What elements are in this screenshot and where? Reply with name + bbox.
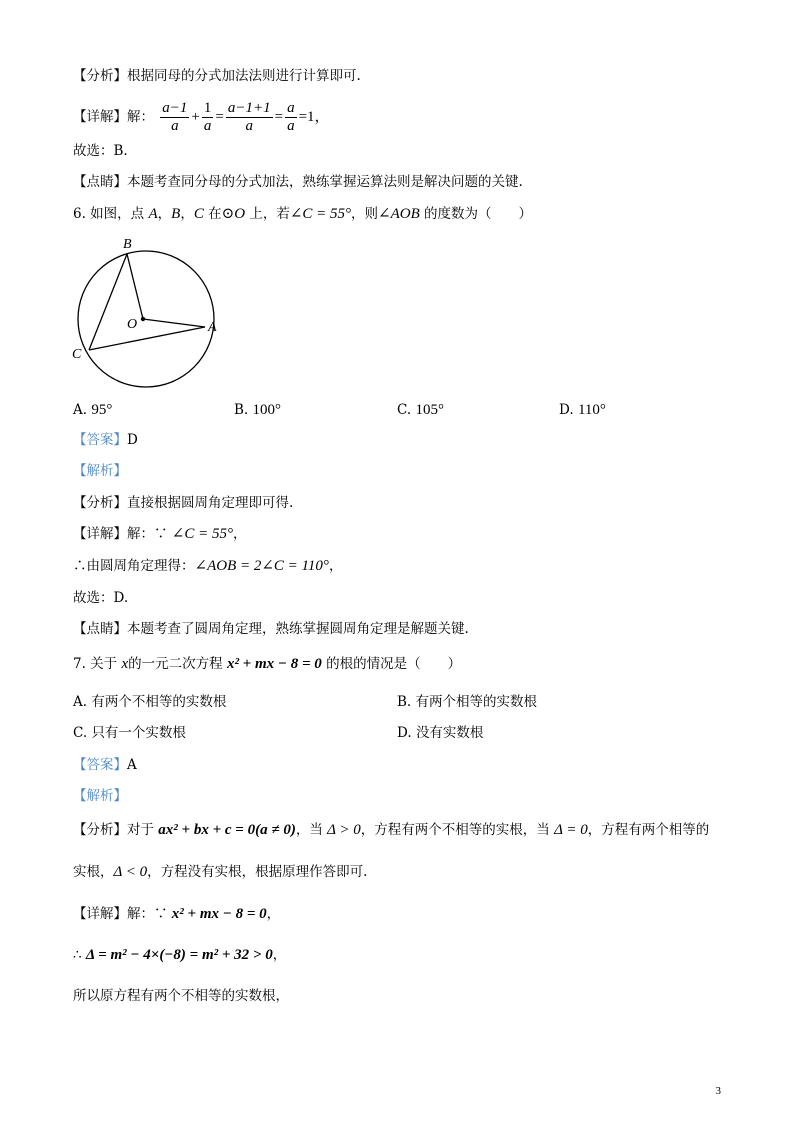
q5-eq1: = [215, 109, 224, 125]
q5-fraction-2 [202, 100, 214, 135]
page-number: 3 [715, 1085, 721, 1097]
q5-analysis-text: 根据同母的分式加法法则进行计算即可. [127, 68, 361, 84]
q7-stem-prefix: 7. 关于 [73, 656, 122, 672]
q7-stem-mid: 的一元二次方程 [128, 656, 227, 672]
q7-answer-value: A [127, 757, 137, 773]
q6-sep1: ， [157, 206, 172, 222]
q6-circle-symbol: ⊙O [221, 206, 246, 222]
q6-option-c [397, 400, 444, 420]
q7-analysis-line2 [73, 862, 367, 882]
q6-detail-math: ∠C = 55° [171, 526, 233, 542]
q7-equation: x² + mx − 8 = 0 [226, 656, 322, 672]
q6-stem-C: C [193, 206, 204, 222]
q5-frac2-den: a [203, 118, 212, 134]
q7-option-b-letter: B. [397, 694, 412, 710]
q5-detail-label: 【详解】 [73, 109, 127, 125]
q5-frac1-num: a−1 [162, 100, 188, 116]
q6-stem-prefix: 6. 如图，点 [73, 206, 149, 222]
q6-circle-figure [68, 232, 228, 392]
q6-stem [73, 204, 532, 224]
q6-choice [73, 588, 128, 608]
q5-frac2-num: 1 [203, 100, 212, 116]
q5-analysis-label: 【分析】 [73, 68, 127, 84]
q6-option-c-letter: C. [397, 402, 412, 418]
q7-option-d [397, 723, 483, 743]
q6-solution-label: 【解析】 [73, 463, 127, 479]
q7-answer-label: 【答案】 [73, 757, 127, 773]
q7-option-c [73, 723, 186, 743]
q6-option-d-letter: D. [559, 402, 574, 418]
q7-answer [73, 755, 137, 775]
q6-option-c-value: 105° [415, 402, 444, 418]
q7-option-d-letter: D. [397, 725, 412, 741]
segment-ca [89, 327, 205, 350]
q6-solution [73, 461, 127, 481]
q6-stem-mid3: ，则 [351, 206, 379, 222]
q6-stem-mid2: 上，若 [245, 206, 290, 222]
q6-answer-label: 【答案】 [73, 432, 127, 448]
q5-choice [73, 141, 128, 161]
q6-analysis [73, 493, 293, 513]
q7-detail-label: 【详解】 [73, 906, 127, 922]
segment-ob [127, 254, 143, 319]
q7-option-c-letter: C. [73, 725, 88, 741]
q7-detail-prefix: 解：∵ [127, 906, 172, 922]
q5-comment-text: 本题考查同分母的分式加法，熟练掌握运算法则是解决问题的关键. [127, 174, 523, 190]
q6-stem-B: B [171, 206, 181, 222]
q6-analysis-label: 【分析】 [73, 495, 127, 511]
label-a: A [208, 320, 217, 335]
q7-therefore-suffix: ， [272, 947, 287, 963]
q7-delta-zero: Δ = 0 [554, 822, 588, 838]
q7-solution [73, 786, 127, 806]
q5-frac3-den: a [245, 118, 253, 134]
label-b: B [123, 237, 132, 252]
q7-analysis-line2-post: ，方程没有实根，根据原理作答即可. [147, 864, 368, 880]
q6-option-d [559, 400, 606, 420]
q7-detail-eq: x² + mx − 8 = 0 [171, 906, 267, 922]
q7-option-b-text: 有两个相等的实数根 [415, 694, 538, 710]
q6-stem-A: A [148, 206, 158, 222]
q6-detail-label: 【详解】 [73, 526, 127, 542]
segment-oa [143, 319, 205, 327]
q7-analysis-mid2: ，方程有两个不相等的实根，当 [360, 822, 555, 838]
q7-option-a-letter: A. [73, 694, 88, 710]
q7-option-a [73, 692, 226, 712]
q7-therefore-math: Δ = m² − 4×(−8) = m² + 32 > 0 [85, 947, 273, 963]
q6-comment-label: 【点睛】 [73, 621, 127, 637]
q7-conclusion [73, 986, 289, 1006]
q5-frac4-den: a [287, 118, 295, 134]
q5-fraction-3 [226, 100, 273, 135]
q7-analysis-mid1: ，当 [295, 822, 328, 838]
q6-therefore-text: ∴由圆周角定理得： [73, 558, 195, 574]
q7-analysis-line2-pre: 实根， [73, 864, 114, 880]
q6-therefore [73, 556, 342, 576]
q6-answer-value: D [127, 432, 138, 448]
q5-comment-label: 【点睛】 [73, 174, 127, 190]
q7-detail-suffix: ， [266, 906, 281, 922]
q5-fraction-4 [285, 100, 297, 135]
q5-comment [73, 172, 523, 192]
q5-frac4-num: a [287, 100, 295, 116]
q6-option-a-letter: A. [73, 402, 88, 418]
q6-comment [73, 619, 469, 639]
q5-analysis [73, 66, 361, 86]
q7-option-c-text: 只有一个实数根 [91, 725, 186, 741]
q5-plus: + [191, 109, 200, 125]
q7-therefore [73, 945, 286, 965]
q6-therefore-suffix: ， [328, 558, 343, 574]
q5-detail-prefix: 解： [127, 109, 154, 125]
q7-detail [73, 904, 280, 924]
q6-option-d-value: 110° [577, 402, 606, 418]
q7-delta-pos: Δ > 0 [327, 822, 361, 838]
q7-analysis-pre: 对于 [127, 822, 159, 838]
q6-option-b-value: 100° [252, 402, 282, 418]
q7-stem-var: x [121, 656, 129, 672]
q5-fraction-1 [160, 100, 189, 135]
segment-cb [89, 254, 127, 350]
q6-stem-mid: 在 [203, 206, 222, 222]
q6-detail [73, 524, 247, 544]
q6-sep2: ， [180, 206, 194, 222]
q6-target-angle: ∠AOB [378, 206, 420, 222]
q5-eq2: = [274, 109, 284, 125]
q6-option-b-letter: B. [234, 402, 249, 418]
q7-option-a-text: 有两个不相等的实数根 [91, 694, 227, 710]
q7-stem [73, 654, 461, 674]
q7-option-d-text: 没有实数根 [415, 725, 484, 741]
q6-choice-text: 故选：D. [73, 590, 129, 606]
q6-option-b [234, 400, 281, 420]
q7-therefore-sym: ∴ [73, 947, 86, 963]
q7-analysis-label: 【分析】 [73, 822, 127, 838]
q5-detail [73, 98, 330, 136]
q5-eq-end: =1， [298, 109, 330, 125]
q7-option-b [397, 692, 537, 712]
q6-answer [73, 430, 138, 450]
q6-detail-prefix: 解：∵ [127, 526, 172, 542]
q6-given-angle: ∠C = 55° [289, 206, 352, 222]
q6-stem-end: 的度数为（ ） [419, 206, 533, 222]
q7-analysis-eq: ax² + bx + c = 0(a ≠ 0) [158, 822, 296, 838]
q7-stem-end: 的根的情况是（ ） [321, 656, 462, 672]
q5-frac1-den: a [171, 118, 179, 134]
q6-analysis-text: 直接根据圆周角定理即可得. [127, 495, 294, 511]
q7-delta-neg: Δ < 0 [113, 864, 148, 880]
q6-comment-text: 本题考查了圆周角定理，熟练掌握圆周角定理是解题关键. [127, 621, 469, 637]
label-c: C [72, 347, 82, 362]
q7-analysis [73, 820, 709, 840]
q6-option-a [73, 400, 112, 420]
q6-therefore-math: ∠AOB = 2∠C = 110° [194, 558, 329, 574]
q5-frac3-num: a−1+1 [227, 100, 271, 116]
q7-solution-label: 【解析】 [73, 788, 127, 804]
q6-detail-suffix: ， [233, 526, 247, 542]
center-point [141, 317, 145, 321]
label-o: O [127, 317, 138, 332]
q6-option-a-value: 95° [91, 402, 113, 418]
q5-choice-text: 故选：B. [73, 143, 128, 159]
q7-analysis-mid3: ，方程有两个相等的 [587, 822, 710, 838]
q7-conclusion-text: 所以原方程有两个不相等的实数根， [73, 988, 289, 1004]
